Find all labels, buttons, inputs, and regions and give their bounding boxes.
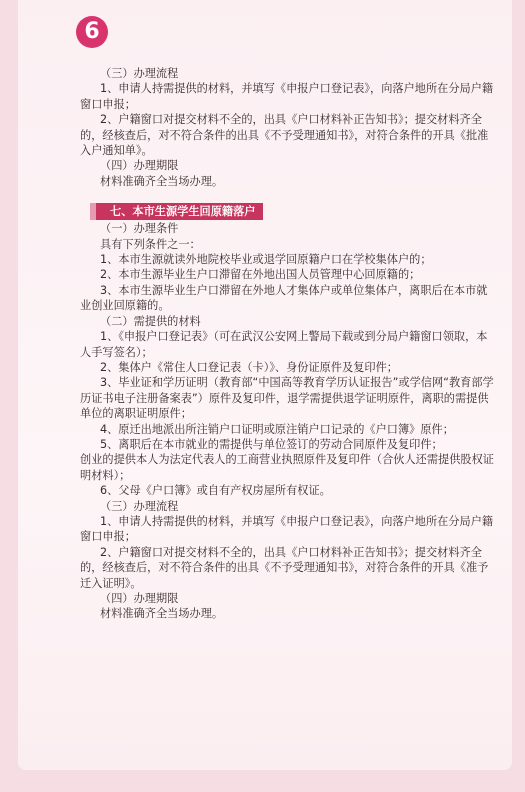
subheading-process: （三）办理流程 xyxy=(100,499,179,513)
paragraph: 1、申请人持需提供的材料，并填写《申报户口登记表》，向落户地所在分局户籍窗口申报； xyxy=(80,82,494,111)
list-item: 1、《申报户口登记表》（可在武汉公安网上警局下载或到分局户籍窗口领取，本人手写签名）； xyxy=(80,330,488,359)
paragraph: 2、户籍窗口对提交材料不全的，出具《户口材料补正告知书》；提交材料齐全的，经核查后，对不符合条件的出具《不予受理通知书》，对符合条件的开具《批准入户通知单》。 xyxy=(80,113,489,158)
list-item: 1、本市生源就读外地院校毕业或退学回原籍户口在学校集体户的； xyxy=(100,253,432,267)
paragraph: 2、户籍窗口对提交材料不全的，出具《户口材料补正告知书》；提交材料齐全的，经核查后，对不符合条件的出具《不予受理通知书》，对符合条件的开具《准予迁入证明》。 xyxy=(80,545,489,590)
list-item: 2、集体户《常住人口登记表（卡）》、身份证原件及复印件； xyxy=(100,360,398,374)
list-item: 3、本市生源毕业生户口滞留在外地人才集体户或单位集体户，离职后在本市就业创业回原籍的。 xyxy=(80,283,488,313)
subheading-materials: （二）需提供的材料 xyxy=(100,314,201,328)
paragraph: 材料准确齐全当场办理。 xyxy=(100,607,224,621)
subheading-process: （三）办理流程 xyxy=(100,67,179,80)
paragraph: 材料准确齐全当场办理。 xyxy=(100,174,224,188)
list-item: 2、本市生源毕业生户口滞留在外地出国人员管理中心回原籍的； xyxy=(100,268,421,282)
subheading-deadline: （四）办理期限 xyxy=(100,592,179,605)
paragraph: 1、申请人持需提供的材料，并填写《申报户口登记表》，向落户地所在分局户籍窗口申报； xyxy=(80,514,494,544)
page-number-badge: 6 xyxy=(76,16,108,48)
list-item: 4、原迁出地派出所注销户口证明或原注销户口记录的《户口簿》原件； xyxy=(100,422,454,436)
subheading-conditions: （一）办理条件 xyxy=(100,222,179,236)
list-item: 3、毕业证和学历证明（教育部“中国高等教育学历认证报告”或学信网“教育部学历证书电子注册备案表”）原件及复印件，退学需提供退学证明原件，离职的需提供单位的离职证明原件； xyxy=(80,376,494,421)
paragraph: 具有下列条件之一： xyxy=(100,237,201,251)
document-page xyxy=(18,0,512,770)
list-item: 5、离职后在本市就业的需提供与单位签订的劳动合同原件及复印件； xyxy=(100,437,443,451)
list-item: 6、父母《户口簿》或自有产权房屋所有权证。 xyxy=(100,484,331,498)
subheading-deadline: （四）办理期限 xyxy=(100,159,179,173)
document-body xyxy=(80,66,498,622)
list-item-continued: 创业的提供本人为法定代表人的工商营业执照原件及复印件（合伙人还需提供股权证明材料）； xyxy=(80,453,494,482)
section-heading: 七、本市生源学生回原籍落户 xyxy=(96,203,263,220)
